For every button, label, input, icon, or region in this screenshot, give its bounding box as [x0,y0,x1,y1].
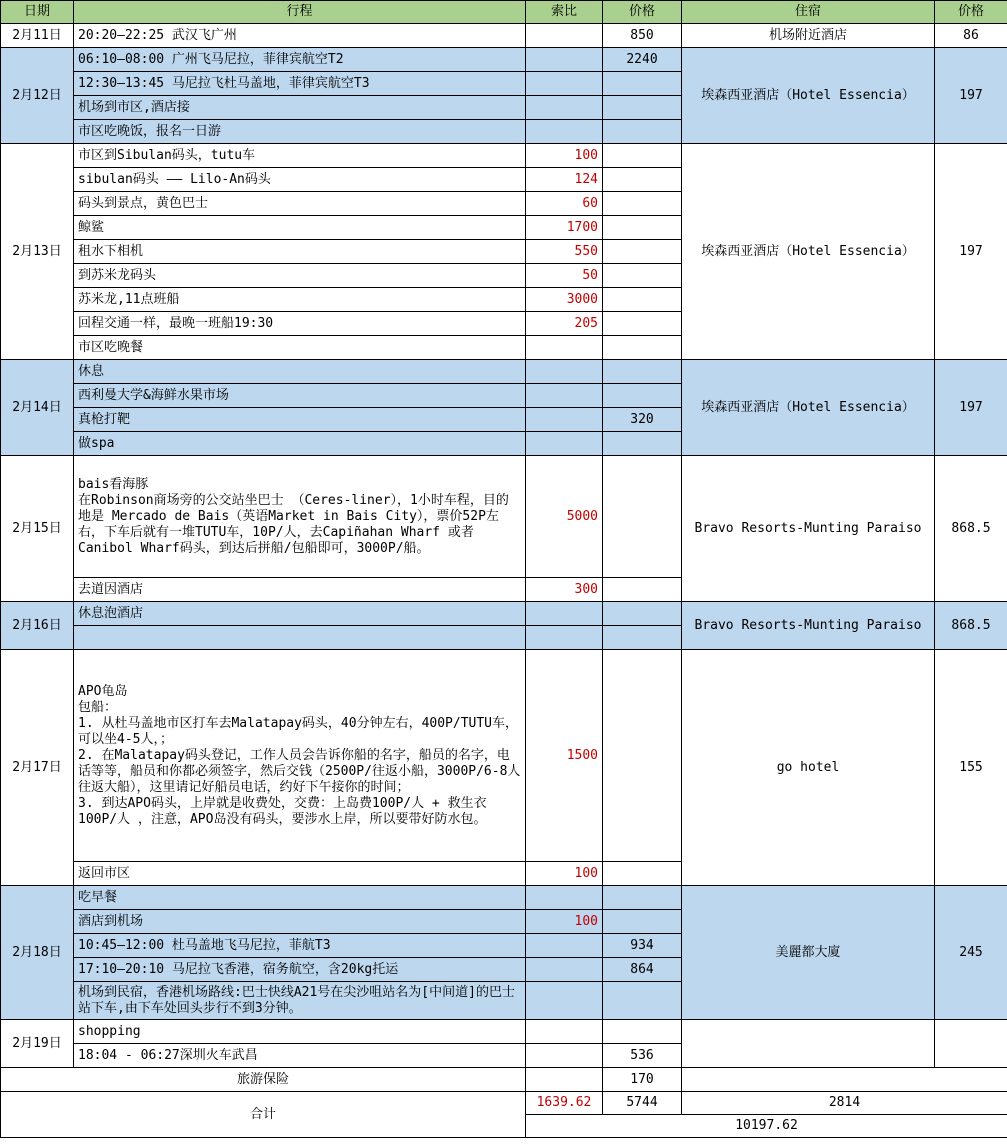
peso-cell: 205 [526,312,603,336]
peso-cell [526,982,603,1020]
date-cell: 2月13日 [1,144,74,360]
price-cell [603,336,682,360]
itinerary-row [1,602,1007,626]
activity-cell: 机场到市区,酒店接 [74,96,526,120]
itinerary-row [1,24,1007,48]
activity-cell: APO龟岛 包船： 1. 从杜马盖地市区打车去Malatapay码头，40分钟左右，400P/TUTU车，可以坐4-5人，； 2. 在Malatapay码头登记，工作人员会告诉你船的名字，船员的名字，电话等等，船员和你都必须签字，然后交钱（2500P/往返小船，3000P/6-8人往返大船），这里请记好船员电话，约好下午接你的时间； 3. 到达APO码头，上岸就是收费处，交费：上岛费100P/人 + 救生衣100P/人 ，注意，APO岛没有码头，要涉水上岸，所以要带好防水包。 [74,650,526,862]
activity-cell: 休息 [74,360,526,384]
peso-cell [526,886,603,910]
insurance-label: 旅游保险 [1,1068,526,1092]
activity-cell: 做spa [74,432,526,456]
lodging-price-cell: 245 [935,886,1007,1020]
peso-cell [526,626,603,650]
lodging-price-cell: 868.5 [935,602,1007,650]
price-cell [603,862,682,886]
peso-cell [526,72,603,96]
lodging-cell: 埃森西亚酒店（Hotel Essencia） [682,48,935,144]
price-cell [603,264,682,288]
price-cell [603,1020,682,1044]
price-cell [603,120,682,144]
peso-cell: 100 [526,144,603,168]
lodging-price-cell [935,1020,1007,1068]
activity-cell: 机场到民宿，香港机场路线:巴士快线A21号在尖沙咀站名为[中间道]的巴士站下车,由下车处回头步行不到3分钟。 [74,982,526,1020]
activity-cell: 去道因酒店 [74,578,526,602]
peso-cell [526,602,603,626]
itinerary-row [1,650,1007,862]
activity-cell: 回程交通一样，最晚一班船19:30 [74,312,526,336]
peso-cell: 60 [526,192,603,216]
date-cell: 2月19日 [1,1020,74,1068]
lodging-price-cell: 86 [935,24,1007,48]
peso-cell [526,96,603,120]
header-peso: 索比 [526,1,603,24]
lodging-price-cell: 868.5 [935,456,1007,602]
lodging-price-cell: 197 [935,48,1007,144]
activity-cell: 码头到景点，黄色巴士 [74,192,526,216]
price-cell [603,626,682,650]
lodging-cell: 埃森西亚酒店（Hotel Essencia） [682,144,935,360]
date-cell: 2月12日 [1,48,74,144]
price-cell [603,216,682,240]
activity-cell: 12:30—13:45 马尼拉飞杜马盖地，菲律宾航空T3 [74,72,526,96]
total-peso: 1639.62 [526,1092,603,1115]
itinerary-row [1,456,1007,578]
insurance-price: 170 [603,1068,682,1092]
price-cell [603,360,682,384]
date-cell: 2月17日 [1,650,74,886]
peso-cell [526,408,603,432]
header-itinerary: 行程 [74,1,526,24]
price-cell [603,96,682,120]
price-cell [603,982,682,1020]
activity-cell: shopping [74,1020,526,1044]
price-cell [603,384,682,408]
price-cell [603,72,682,96]
total-price: 5744 [603,1092,682,1115]
price-cell [603,312,682,336]
activity-cell: 市区吃晚饭，报名一日游 [74,120,526,144]
price-cell [603,168,682,192]
lodging-cell: Bravo Resorts-Munting Paraiso [682,602,935,650]
date-cell: 2月15日 [1,456,74,602]
price-cell: 2240 [603,48,682,72]
lodging-cell: go hotel [682,650,935,886]
price-cell: 934 [603,934,682,958]
activity-cell: 返回市区 [74,862,526,886]
lodging-cell: 埃森西亚酒店（Hotel Essencia） [682,360,935,456]
peso-cell: 50 [526,264,603,288]
itinerary-row [1,144,1007,168]
peso-cell: 3000 [526,288,603,312]
peso-cell: 1500 [526,650,603,862]
activity-cell: 西利曼大学&海鲜水果市场 [74,384,526,408]
insurance-peso [526,1068,603,1092]
price-cell [603,602,682,626]
activity-cell: 18:04 - 06:27深圳火车武昌 [74,1044,526,1068]
itinerary-row [1,886,1007,910]
peso-cell [526,958,603,982]
lodging-price-cell: 197 [935,144,1007,360]
price-cell [603,886,682,910]
activity-cell: 苏米龙,11点班船 [74,288,526,312]
price-cell [603,910,682,934]
peso-cell [526,934,603,958]
price-cell: 850 [603,24,682,48]
activity-cell: 休息泡酒店 [74,602,526,626]
header-row [1,1,1007,24]
header-price: 价格 [603,1,682,24]
activity-cell: 市区吃晚餐 [74,336,526,360]
insurance-row [1,1068,1007,1092]
grand-total: 10197.62 [526,1115,1007,1138]
price-cell [603,144,682,168]
activity-cell: 20:20—22:25 武汉飞广州 [74,24,526,48]
lodging-cell: 美麗都大廈 [682,886,935,1020]
peso-cell: 124 [526,168,603,192]
total-row [1,1092,1007,1115]
lodging-cell [682,1020,935,1068]
peso-cell: 5000 [526,456,603,578]
peso-cell: 100 [526,910,603,934]
price-cell [603,240,682,264]
peso-cell [526,336,603,360]
lodging-price-cell: 197 [935,360,1007,456]
price-cell [603,288,682,312]
activity-cell: 鲸鲨 [74,216,526,240]
insurance-lodging [682,1068,1007,1092]
date-cell: 2月11日 [1,24,74,48]
total-lodging: 2814 [682,1092,1007,1115]
peso-cell [526,24,603,48]
peso-cell [526,360,603,384]
peso-cell: 1700 [526,216,603,240]
itinerary-row [1,360,1007,384]
date-cell: 2月14日 [1,360,74,456]
price-cell: 536 [603,1044,682,1068]
price-cell: 864 [603,958,682,982]
peso-cell [526,1044,603,1068]
peso-cell: 300 [526,578,603,602]
peso-cell: 550 [526,240,603,264]
total-label: 合计 [1,1092,526,1138]
price-cell [603,650,682,862]
itinerary-row [1,48,1007,72]
price-cell [603,192,682,216]
itinerary-row [1,1020,1007,1044]
peso-cell [526,384,603,408]
price-cell [603,578,682,602]
activity-cell: 06:10—08:00 广州飞马尼拉，菲律宾航空T2 [74,48,526,72]
activity-cell: 酒店到机场 [74,910,526,934]
activity-cell: 17:10—20:10 马尼拉飞香港，宿务航空，含20kg托运 [74,958,526,982]
activity-cell: 10:45—12:00 杜马盖地飞马尼拉，菲航T3 [74,934,526,958]
activity-cell: 真枪打靶 [74,408,526,432]
peso-cell [526,1020,603,1044]
date-cell: 2月16日 [1,602,74,650]
peso-cell [526,432,603,456]
activity-cell: 到苏米龙码头 [74,264,526,288]
activity-cell: 租水下相机 [74,240,526,264]
lodging-cell: 机场附近酒店 [682,24,935,48]
header-date: 日期 [1,1,74,24]
header-lodging-price: 价格 [935,1,1007,24]
activity-cell: sibulan码头 —— Lilo-An码头 [74,168,526,192]
activity-cell: 吃早餐 [74,886,526,910]
price-cell: 320 [603,408,682,432]
header-lodging: 住宿 [682,1,935,24]
lodging-price-cell: 155 [935,650,1007,886]
peso-cell [526,120,603,144]
price-cell [603,432,682,456]
price-cell [603,456,682,578]
activity-cell [74,626,526,650]
activity-cell: bais看海豚 在Robinson商场旁的公交站坐巴士 （Ceres-liner），1小时车程，目的地是 Mercado de Bais（英语Market in Bais City），票价52P左右，下车后就有一堆TUTU车，10P/人，去Capiñahan Wharf 或者 Canibol Wharf码头，到达后拼船/包船即可，3000P/船。 [74,456,526,578]
date-cell: 2月18日 [1,886,74,1020]
activity-cell: 市区到Sibulan码头，tutu车 [74,144,526,168]
peso-cell: 100 [526,862,603,886]
peso-cell [526,48,603,72]
lodging-cell: Bravo Resorts-Munting Paraiso [682,456,935,602]
